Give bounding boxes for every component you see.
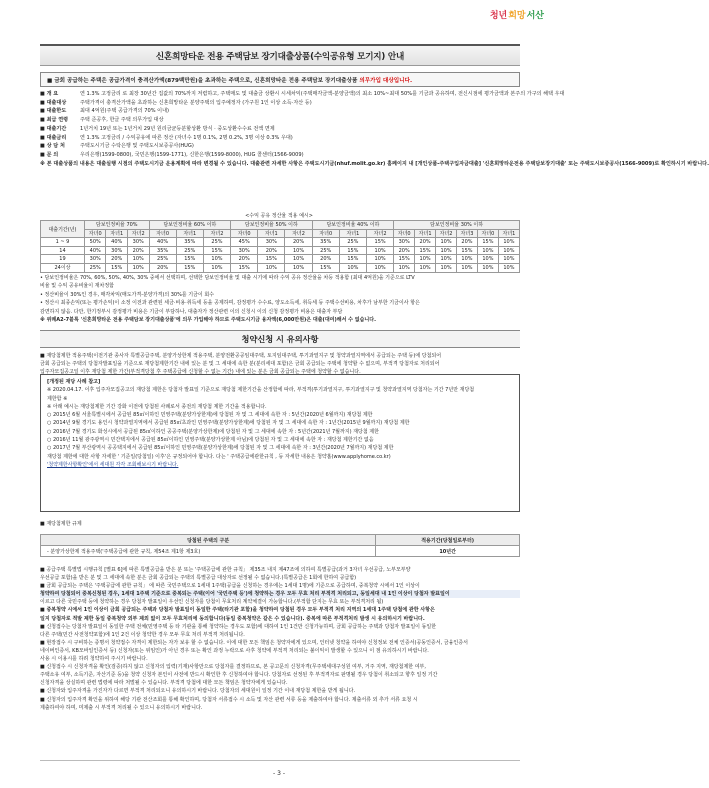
table-cell: 10% (127, 255, 149, 264)
table-cell: 45% (231, 238, 258, 247)
item-value: 연 1.3% 고정금리 로 최장 30년간 집값의 70%까지 저렴하고, 주택매도 및 대출금 상환시 시세차익(주택매각금액-분양금액)의 최소 10%~최대 50%를 기금과 공유하며, 전신시점에 평가금액과 본주의 가구의 해택 우대 (80, 91, 565, 97)
table-subheader: 자녀2 (285, 229, 312, 238)
table-row (41, 246, 520, 255)
item-key: ■ 최급 연령 (40, 117, 69, 124)
page-title: 신혼희망타운 전용 주택담보 장기대출상품(수익공유형 모기지) 안내 (155, 51, 405, 62)
table-subheader: 자녀0 (231, 229, 258, 238)
table-cell: 10% (498, 238, 519, 247)
caution-line: 우선공급 포함)을 받은 분 및 그 세대에 속한 분은 금회 공급되는 주택의 특별공급 대상자로 선정될 수 없습니다.(특별공급은 1회에 한하여 공급함) (40, 575, 357, 582)
sub-note: ※ 본 대출상품의 내용은 대출실행 시점의 주택도시기금 운용계획에 따라 변경될 수 있습니다. 대출관련 자세한 사항은 주택도시기금(nhuf.molit.go.kr) 홈페이지 내 [개인상품-주택구입자금대출] '신혼희망타운전용 주택담보장기대출' 또는 주택도시보증공사(1566-9009)로 확인하시기 바랍니다. (40, 160, 709, 167)
para-line: 금회 공급되는 주택의 당첨자발표일을 기준으로 재당첨제한기간 내에 있는 분 및 그 세대에 속한 분(분리세대 포함)은 금회 공급되는 주택에 청약할 수 없으며, 부적격 당첨자로 처리되어 (40, 361, 440, 368)
table-cell: 30% (106, 246, 128, 255)
table-cell: 10% (436, 263, 457, 272)
box-link-line[interactable]: '청약제한사항확인'에서 세대원 각각 조회해보시기 바랍니다. (47, 461, 179, 468)
table-caption: <수익 공유 정산율 적용 예시> (245, 213, 313, 219)
table-cell: 25% (149, 255, 176, 264)
table-row (41, 255, 520, 264)
table-cell: 10% (477, 255, 498, 264)
table-cell: 10% (127, 263, 149, 272)
table-cell: 15% (339, 246, 366, 255)
table-subheader: 자녀1 (176, 229, 203, 238)
table-row (41, 238, 520, 247)
table-cell: 15% (203, 246, 230, 255)
table-cell: 20% (258, 246, 285, 255)
table-header: 대출기간(년) (41, 221, 85, 238)
table-group-header: 담보인정비율 50% 이하 (231, 221, 313, 230)
caution-line: 네이버인증서, KB모바일인증서 등) 신청자(또는 위임인)가 아닌 경우 또는 확인 과정 누락으로 사후 청약에 부적격 처리되는 불이익이 발생할 수 있으니 이 점 유의하시기 바랍니다. (40, 647, 429, 654)
table-cell: 10% (415, 255, 436, 264)
table-subheader: 자녀0 (84, 229, 106, 238)
table-cell: 10% (436, 238, 457, 247)
item-value: 최대 4억원(주택 공급가격의 70% 이내) (80, 108, 169, 115)
box-line: 재당첨 제한에 대한 사항 자세한 ' 기준일(당첨일) 이후'은 규정되어야 합니다. 다는 ' 주택공급에관한규칙 , 등 자세한 내용은 청약홈(www.applyhome.co.kr) (47, 453, 391, 460)
table-cell: 10% (203, 255, 230, 264)
table-cell: 25% (312, 246, 339, 255)
caution-line: ■ 신청자와 입주자격을 가진자가 다르면 부적격 처리되오니 유의하시기 바랍니다. 당첨자의 세대원이 일정 기간 이내 재당첨 제한을 받게 됩니다. (40, 688, 356, 695)
caution-line: 이르고 다른 국민주택 등에 청약하는 경우 당첨자 발표일이 우선인 신청자를 당첨이 무효처리 계약체결이 가능합니다.(부적합 단지는 무효 또는 부적격처리 됨) (40, 599, 384, 606)
loan-item (40, 107, 520, 116)
table-cell: 25% (84, 263, 106, 272)
table-cell: 30% (231, 246, 258, 255)
table-subheader: 자녀1 (106, 229, 128, 238)
table-subheader: 자녀0 (394, 229, 415, 238)
caution-line: 주택소유 여부, 소득기준, 자산기준 등)을 청약 신청자 본인이 사전에 반드시 확인한 후 신청하여야 합니다. 당첨자로 선정된 후 부적격자로 판명될 경우 당첨이 취소되고 향후 일정 기간 (40, 672, 438, 679)
note-line: 감면하지 않음. 다만, 한기정부시 감정평가 비용은 기금이 부담하나, 대출자가 정산관련 이의 신청시 이의 신청 감정평가 비용은 대출자 부담 (40, 308, 343, 315)
table-cell: 15% (312, 263, 339, 272)
caution-line: 청약하여 당첨되어 중복신청된 경우, 1세대 1주택 기준으로 중복되는 주택(이어 '국민주택 등')에 청약하는 경우 모두 무효 처리 부적격 처리되고, 동일세대 내 1인 이상이 당첨자 발표일이 (40, 590, 520, 598)
table-subheader: 자녀1 (339, 229, 366, 238)
table-cell: 10% (457, 255, 478, 264)
logo-text-a: 청년 (489, 10, 508, 20)
table-cell: 10% (285, 246, 312, 255)
table-cell: 10% (498, 255, 519, 264)
loan-items (40, 90, 709, 168)
box-line: ○ 2017년 7월 부산광역시 공공택지에서 공급된 85㎡이하인 민영주택(분양가상한제)에 당첨된 자 및 그 세대에 속한 자 : 3년간(2020년 7월까지) 재당첨 제한 (47, 445, 394, 452)
caution-line: ■ 신청접수는 당첨자 발표일이 동일한 주택 전체(민영주택 등 타 기관을 통해 청약하는 경우도 포함)에 대하여 1인 1건만 신청가능하며, 금회 공급하는 주택과 당첨자 발표일이 동일한 (40, 623, 437, 630)
table-body (41, 238, 520, 272)
table-cell: 10% (366, 263, 393, 272)
page-number: - 3 - (273, 770, 285, 777)
table-cell: 25% (339, 238, 366, 247)
table-cell: 10% (394, 263, 415, 272)
loan-item (40, 134, 520, 143)
table-notes (40, 274, 520, 324)
table-cell: 10% (366, 246, 393, 255)
item-value: 1년거치 19년 또는 1년거치 29년 원리금균등분할상환 방식 · 중도상환수수료 전액 면제 (80, 125, 275, 132)
box-line: ○ 2015년 6월 서울특별시에서 공급된 85㎡이하인 민영주택(분양가상한제)에 당첨된 자 및 그 세대에 속한 자 : 5년간(2020년 6월까지) 재당첨 제한 (47, 412, 373, 419)
table-subheader: 자녀3 (457, 229, 478, 238)
table-subheader-row (41, 229, 520, 238)
table-cell: 40% (84, 246, 106, 255)
para-line: 입주자모집공고일 이후 재당첨 제한 가간(부적격당첨 후 주택공급에 신청할 수 없는 기간) 내에 있는 분은 금회 공급되는 주택에 청약할 수 없습니다. (40, 369, 361, 376)
table-subheader: 자녀1 (415, 229, 436, 238)
table-cell: 15% (415, 246, 436, 255)
table-cell: 20% (457, 238, 478, 247)
box-line: ○ 2016년 7월 경기도 화성시에서 공급된 85㎡이하인 공공주택(분양가상한제)에 당첨된 자 및 그 세대에 속한 자 : 5년간(2021년 7월까지) 재당첨 제한 (47, 428, 379, 435)
caution-line: ■ 중복청약 시에서 1인 이상이 금회 공급되는 주택과 당첨자 발표일이 동일한 주택(타기관 포함)을 청약하여 당첨된 경우 모두 부적격 처리 지역의 1세대 1주택 당첨에 관한 사항은 (40, 607, 435, 614)
table-cell: 20% (127, 246, 149, 255)
table-cell: 20% (415, 238, 436, 247)
table-cell: 15% (339, 255, 366, 264)
table-cell: 20% (312, 255, 339, 264)
caution-line: 사용 시 이용시를 하려 청약하여 주시기 바랍니다. (40, 656, 148, 663)
table-group-header: 담보인정비율 30% 이하 (394, 221, 520, 230)
item-key: ■ 대출한도 (40, 108, 67, 115)
table-cell: 35% (176, 238, 203, 247)
section-title-bar (40, 44, 520, 66)
table-cell: 10% (498, 246, 519, 255)
table-cell: 35% (312, 238, 339, 247)
caution-line: 다른 주택(민간 사전청약포함)에 1인 2건 이상 청약한 경우 모두 무효 처리 부적격 처리됩니다. (40, 631, 245, 638)
notice-box (40, 72, 520, 87)
rule-paragraph (40, 352, 520, 377)
table-cell: 20% (285, 238, 312, 247)
item-value: 주택도시기금 수탁은행 및 주택도시보증공사(HUG) (80, 143, 194, 150)
caution-line: ■ 현장접수 시 구비하는 증명서 청약접수 자격이 제한되는 자가 보유 할 수 없습니다. 이에 대한 모든 책임은 청약자에게 있으며, 인터넷 청약을 하여야 신청정보 전체 인증서(공동인증서, 금융인증서 (40, 639, 468, 646)
table-cell: 50% (84, 238, 106, 247)
item-value: 주택 준공후, 한글 주택 의무가입 대상 (80, 117, 164, 124)
item-key: ■ 상 담 처 (40, 143, 65, 150)
table-cell: 25% (176, 246, 203, 255)
table-subheader: 자녀2 (366, 229, 393, 238)
table-header: 당첨된 주택의 구분 (41, 535, 376, 546)
table-cell: 10% (436, 246, 457, 255)
caution-line: ■ 공급주택 특별법 시행규칙 [별표 6]에 따른 특별공급을 받은 분 또는 '주택공급에 관한 규칙」 제35조 내지 제47조에 의하여 특별공급(과거 3자녀 우선공급, 노부모부양 (40, 567, 411, 573)
box-line: ○ 2016년 11월 광주광역시 민간택지에서 공급된 85㎡이하인 민영주택(분양가상한제 아님)에 당첨된 자 및 그 세대에 속한 자 : 재당첨 제한기간 없음 (47, 437, 374, 444)
table-cell: 15% (258, 255, 285, 264)
table-cell: 15% (394, 255, 415, 264)
table-group-header: 담보인정비율 60% 이하 (149, 221, 231, 230)
table-cell: 20% (106, 255, 128, 264)
box-line: ※ 2020.04.17. 이후 입주자모집공고의 재당첨 제한은 당첨자 발표일 기준으로 재당첨 제한기간을 산정함에 따라, 부적격(투기과열지구, 투기과열지구 및 청약과열지역 당첨자는 기간 7년만 재당첨 (47, 387, 475, 394)
table-cell: 15% (176, 263, 203, 272)
table-cell: 30% (127, 238, 149, 247)
loan-item (40, 90, 565, 99)
table-cell: 10% (415, 263, 436, 272)
table-subheader: 자녀2 (203, 229, 230, 238)
restriction-table (40, 534, 520, 557)
section-title: 청약신청 시 유의사항 (241, 333, 319, 344)
item-key: ■ 대출기간 (40, 125, 67, 132)
table-cell: 10년간 (376, 546, 520, 557)
caution-line: ■ 금회 공급되는 주택은 '주택공급에 관한 규칙」 에 따른 국민주택으로 1세대 1주택(공급을 신청하는 경우에는 1세대 1명)에 기준으로 공급하며, 중복청약 시에서 1인 이상이 (40, 583, 420, 590)
note-line: • 정산시 최종손익(또는 평가손익)이 소정 이전과 관련된 세금·비용·취득세 등을 공제하며, 감정평가 수수료, 양도소득세, 취득세 등 주택수선비용, 차후가 남부한 기금이사 항은 (40, 300, 420, 307)
table-cell: 15% (457, 246, 478, 255)
table-cell: 15% (106, 263, 128, 272)
loan-item (40, 142, 520, 151)
table-cell: 40% (149, 238, 176, 247)
table-cell: 30% (258, 238, 285, 247)
item-value: 우리은행(1599-0800), 국민은행(1599-1771), 신한은행(1599-8000), HUG 콜센터(1566-9009) (80, 151, 304, 158)
table-cell: 10% (285, 263, 312, 272)
note-line: ※ 위례A2-7블록 '신혼희망타운 전용 주택담보 장기대출상품'에 의무 가입해야 하므로 주택도시기금 융자액(6,000만원)은 대출(대여)해서 수 없습니다. (40, 317, 376, 324)
logo-text-b: 희망 (508, 10, 526, 20)
table-subheader: 자녀0 (149, 229, 176, 238)
restriction-label: ■ 재당첨제한 규제 (40, 521, 82, 527)
table-cell: 40% (106, 238, 128, 247)
table-subheader: 자녀1 (498, 229, 519, 238)
caution-line: 일지 당첨자로 적발 제한 동일 중복청약 외부 제외 없이 모두 무효처리에 동의합니다(동일 중복청약은 같은 수 있습니다). 중복에 따른 부적격처리 발생 시 유의하시기 바랍니다. (40, 615, 425, 622)
loan-item (40, 151, 520, 160)
box-line: ○ 2014년 9월 경기도 용인시 청약과열지역에서 공급된 85㎡초과인 민영주택(분양가상한제)에 당첨된 자 및 그 세대에 속한 자 : 1년간(2015년 9월까지) 재당첨 제한 (47, 420, 410, 427)
table-cell: 10% (258, 263, 285, 272)
table-cell: 10% (477, 263, 498, 272)
table-cell: 10% (436, 255, 457, 264)
notice-red-text: 의무가입 대상입니다. (359, 78, 413, 84)
logo (490, 8, 544, 21)
table-subheader: 자녀2 (436, 229, 457, 238)
note-line: • 정산비율이 30%인 경우, 매각차익(매도가격-분양가격)의 30%를 기금이 회수 (40, 291, 215, 298)
table-header: 적용기간(당첨일로부터) (376, 535, 520, 546)
table-subheader: 자녀2 (127, 229, 149, 238)
table-cell: 20% (394, 246, 415, 255)
item-value: 주택가격이 충격산가액을 초과하는 신혼희망타운 분양주택의 입주예정자 (가구원 1인 이상 소득·자산 등) (80, 99, 312, 106)
table-cell: 25% (203, 238, 230, 247)
loan-item (40, 125, 520, 134)
table-cell: 15% (176, 255, 203, 264)
table-cell: 10% (457, 263, 478, 272)
table-cell: 24이상 (41, 263, 85, 272)
item-key: ■ 대출금리 (40, 134, 67, 141)
table-cell: 30% (84, 255, 106, 264)
logo-text-c: 서산 (526, 10, 544, 20)
caution-line: ■ 신청자의 입주자격 확인을 위하여 해당 기관 전산조회를 통해 확인하며, 당첨자 서류접수 시 소득 및 자산 관련 서류 등을 제출하여야 합니다. 제출서류 외 추가 서류 요청 시 (40, 696, 418, 703)
table-cell: 10% (203, 263, 230, 272)
caution-list (40, 566, 520, 712)
table-group-header: 담보인정비율 40% 이하 (312, 221, 394, 230)
table-cell: 15% (366, 238, 393, 247)
caution-line: ■ 신청접수 시 신청자격을 확인(검증)하지 않고 신청자의 입력(기재)사항만으로 당첨자를 결정하므로, 본 공고문의 신청자격(무주택세대구성원 여부, 거주 지역, 재당첨제한 여부, (40, 664, 426, 671)
divider (40, 760, 520, 761)
table-cell: 15% (477, 238, 498, 247)
table-cell: 14 (41, 246, 85, 255)
box-line: 제한함 ※ (47, 395, 68, 402)
item-key: ■ 대출대상 (40, 99, 67, 106)
box-line: ※ 아래 예시는 재당첨제한 기간 강화 이전에 당첨된 사례로서 종전의 재당첨 제한 기간을 적용합니다. (47, 403, 267, 410)
table-cell: 10% (477, 246, 498, 255)
notice-lead: ■ 금회 공급하는 주택은 공급가격이 충격산가액(879백만원)을 초과하는 주택으로, 신혼희망타운 전용 주택담보 장기대출상품 (47, 78, 360, 84)
table-row (41, 263, 520, 272)
table-cell: 10% (285, 255, 312, 264)
table-cell: 1 ~ 9 (41, 238, 85, 247)
table-cell: 10% (339, 263, 366, 272)
para-line: ■ 재당첨제한 적용주택(이전기관 종사자 특별공급주택, 분양가상한제 적용주택, 분양전환공공임대주택, 토지임대주택, 투기과열지구 및 청약과열지역에서 공급되는 주택 등)에 당첨되어 (40, 353, 442, 359)
item-key: ■ 개 요 (40, 91, 59, 97)
table-cell: 20% (231, 255, 258, 264)
share-rate-table (40, 220, 520, 273)
table-subheader: 자녀1 (258, 229, 285, 238)
table-cell: 10% (366, 255, 393, 264)
table-subheader: 자녀0 (312, 229, 339, 238)
caution-line: 신청자격을 상실하며 관련 법령에 따라 처벌될 수 있습니다. 부적격 당첨에 대한 모든 책임은 청약자에게 있습니다. (40, 680, 288, 687)
loan-item (40, 116, 520, 125)
table-cell: 10% (498, 263, 519, 272)
table-cell: 19 (41, 255, 85, 264)
table-group-header: 담보인정비율 70% (84, 221, 149, 230)
caution-line: 제출하여야 하며, 미제출 시 부적격 처리될 수 있으니 유의하시기 바랍니다. (40, 704, 203, 711)
loan-item (40, 99, 520, 108)
table-cell: 35% (149, 246, 176, 255)
item-key: ■ 문 의 (40, 151, 59, 158)
example-box (40, 374, 520, 512)
note-line: 비율 및 수익 공유비율이 재차정함 (40, 283, 114, 290)
table-cell: - 분양가상한제 적용주택('주택공급에 관한 규칙, 제54조 제1항 제3호) (41, 546, 376, 557)
table-cell: 20% (149, 263, 176, 272)
note-line: • 담보인정비율은 70%, 60%, 50%, 40%, 30% 중에서 선택하며, 선택한 담보인정비율 및 대출 시기에 따라 수익 공유 정산율을 차등 적용함 (최대 4억원)을 기준으로 LTV (40, 275, 415, 281)
table-cell: 30% (394, 238, 415, 247)
table-cell: 15% (231, 263, 258, 272)
item-value: 연 1.3% 고정금리 / 수익공유에 따른 정산 (자녀수 1명 0.1%, 2명 0.2%, 3명 이상 0.3% 우대) (80, 134, 293, 141)
table-subheader: 자녀0 (477, 229, 498, 238)
box-title: [개정된 재당 사례 참고] (47, 379, 101, 385)
section-title-caution (40, 330, 520, 348)
